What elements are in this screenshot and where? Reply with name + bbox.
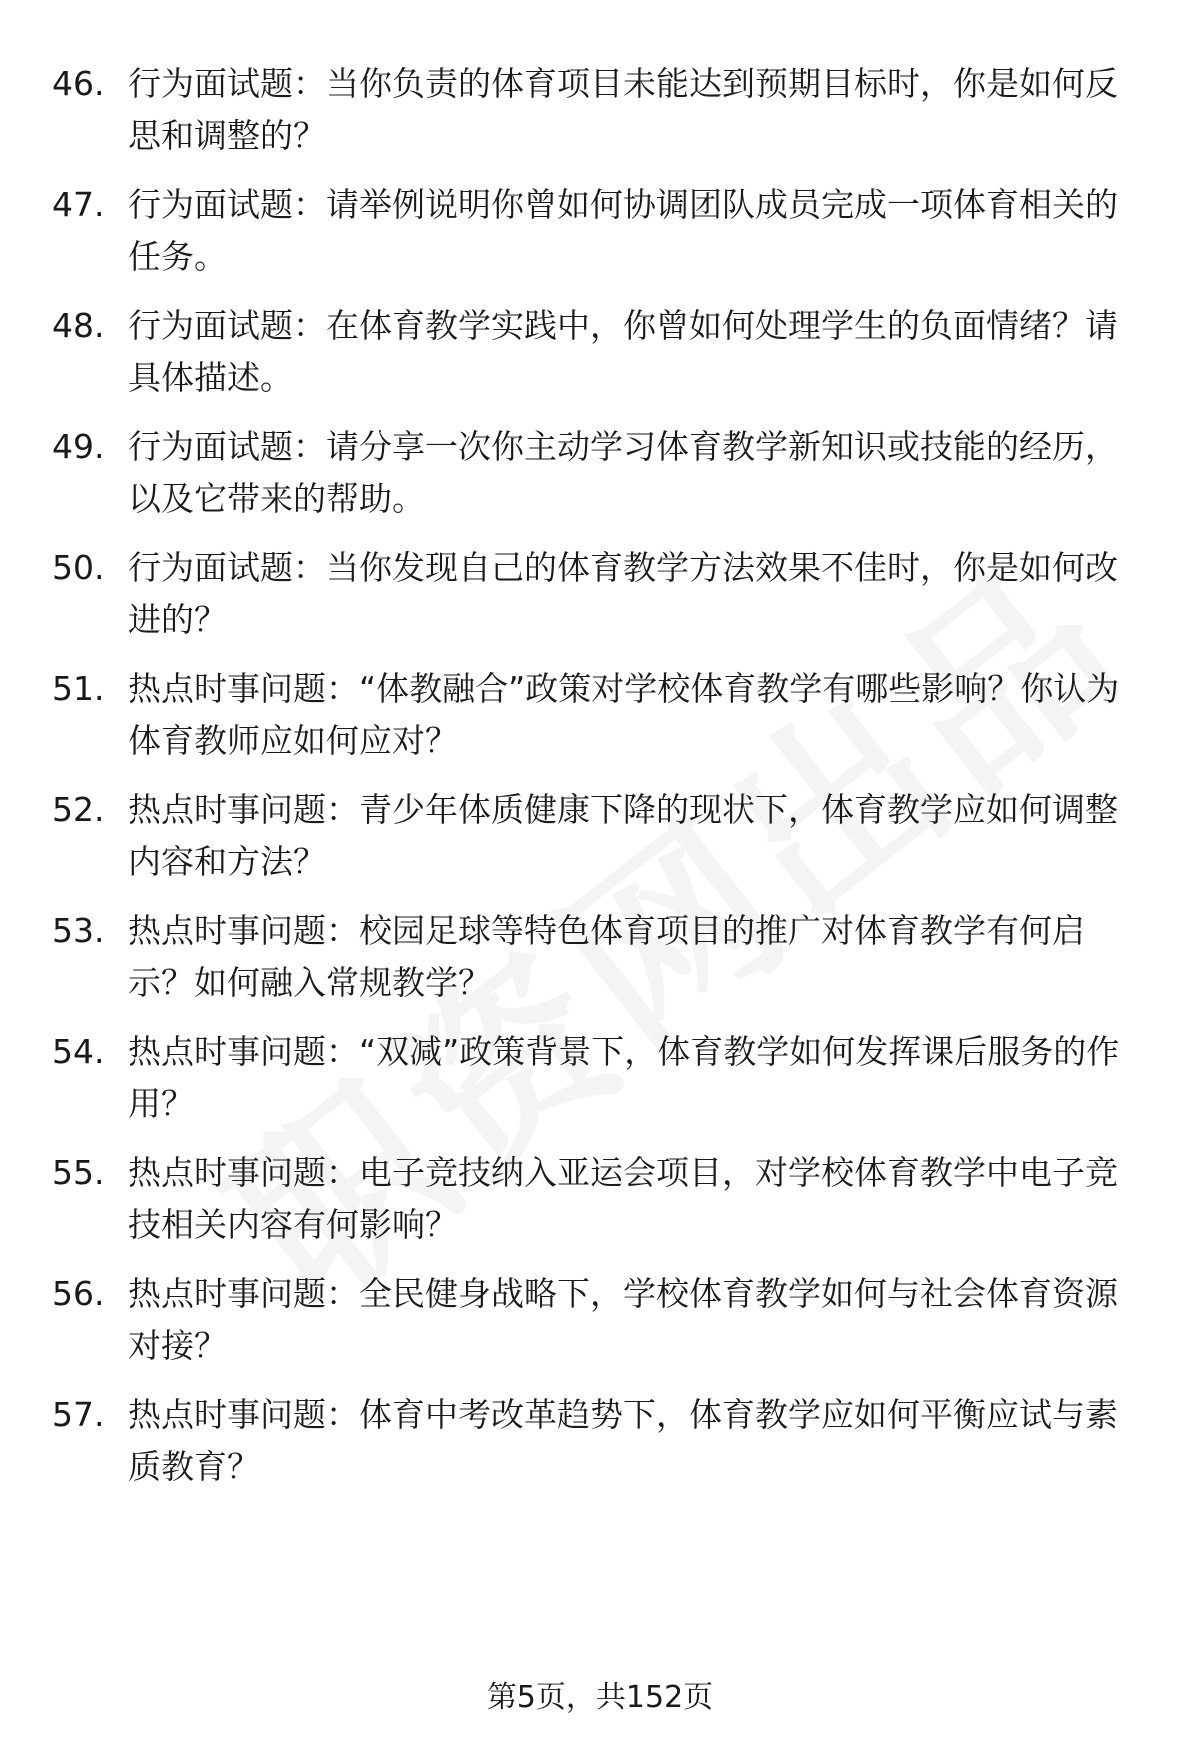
list-item [0,300,1200,421]
page-footer: 第5页，共152页 [486,1680,714,1715]
list-item [0,1389,1200,1510]
question-text: 热点时事问题：全民健身战略下，学校体育教学如何与社会体育资源对接？ [128,1274,1118,1365]
question-number: 50. [52,548,105,587]
list-item [0,58,1200,179]
list-item [0,905,1200,1026]
question-text: 热点时事问题：“双减”政策背景下，体育教学如何发挥课后服务的作用？ [128,1032,1120,1123]
question-number: 54. [52,1032,105,1071]
question-number: 52. [52,790,105,829]
list-item [0,784,1200,905]
list-item [0,542,1200,663]
list-item [0,421,1200,542]
list-item [0,1147,1200,1268]
question-text: 热点时事问题：校园足球等特色体育项目的推广对体育教学有何启示？如何融入常规教学？ [128,911,1085,1002]
question-text: 热点时事问题：体育中考改革趋势下，体育教学应如何平衡应试与素质教育？ [128,1395,1118,1486]
question-text: 热点时事问题：青少年体质健康下降的现状下，体育教学应如何调整内容和方法？ [128,790,1118,881]
question-number: 46. [52,64,105,103]
question-number: 48. [52,306,105,345]
question-number: 53. [52,911,105,950]
question-number: 49. [52,427,105,466]
question-text: 行为面试题：请举例说明你曾如何协调团队成员完成一项体育相关的任务。 [128,185,1118,276]
question-number: 56. [52,1274,105,1313]
question-number: 55. [52,1153,105,1192]
question-number: 51. [52,669,105,708]
list-item [0,1268,1200,1389]
list-item [0,179,1200,300]
question-text: 行为面试题：当你负责的体育项目未能达到预期目标时，你是如何反思和调整的？ [128,64,1118,155]
question-list [0,58,1200,1510]
list-item [0,1026,1200,1147]
question-number: 57. [52,1395,105,1434]
question-text: 热点时事问题：“体教融合”政策对学校体育教学有哪些影响？你认为体育教师应如何应对？ [128,669,1120,760]
question-text: 热点时事问题：电子竞技纳入亚运会项目，对学校体育教学中电子竞技相关内容有何影响？ [128,1153,1118,1244]
question-text: 行为面试题：在体育教学实践中，你曾如何处理学生的负面情绪？请具体描述。 [128,306,1118,397]
question-number: 47. [52,185,105,224]
question-text: 行为面试题：当你发现自己的体育教学方法效果不佳时，你是如何改进的？ [128,548,1118,639]
question-text: 行为面试题：请分享一次你主动学习体育教学新知识或技能的经历，以及它带来的帮助。 [128,427,1118,518]
list-item [0,663,1200,784]
